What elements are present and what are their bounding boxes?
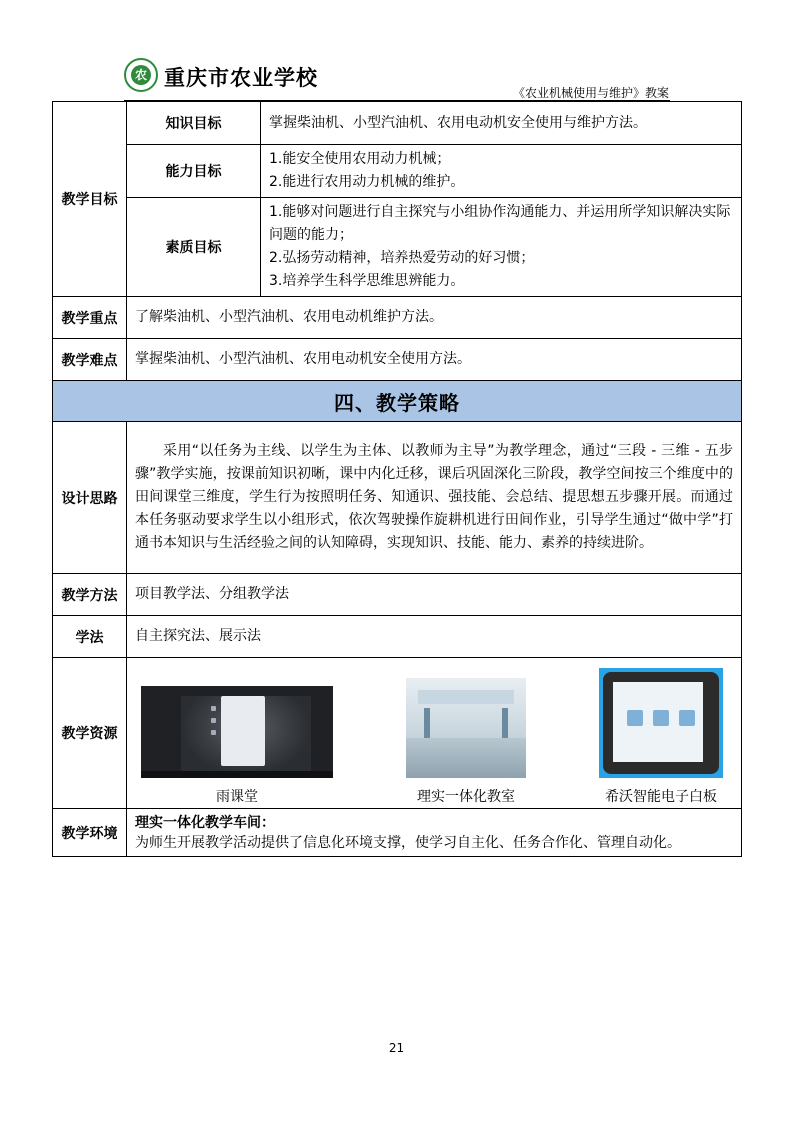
row-key-point (53, 297, 742, 339)
design-text: 采用“以任务为主线、以学生为主体、以教师为主导”为教学理念，通过“三段 - 三维 - 五步骤”教学实施，按课前知识初晰，课中内化迁移，课后巩固深化三阶段，教学空间按三个维度中的田间课堂三维度，学生行为按照明任务、知通识、强技能、会总结、提思想五步骤开展。而通过本任务驱动要求学生以小组形式，依次驾驶操作旋耕机进行田间作业，引导学生通过“做中学”打通书本知识与生活经验之间的认知障碍，实现知识、技能、能力、素养的持续进阶。 (127, 422, 742, 574)
row-quality-objective (53, 198, 742, 297)
row-resources (53, 658, 742, 809)
resource-caption: 雨课堂 (216, 789, 258, 805)
objectives-label: 教学目标 (53, 102, 127, 297)
resources-cell (127, 658, 742, 809)
row-method (53, 574, 742, 616)
method-text: 项目教学法、分组教学法 (127, 574, 742, 616)
key-point-label: 教学重点 (53, 297, 127, 339)
section-title: 四、教学策略 (53, 381, 742, 422)
school-name: 重庆市农业学校 (164, 65, 318, 90)
row-difficulty (53, 339, 742, 381)
ability-line: 2.能进行农用动力机械的维护。 (269, 174, 465, 190)
lesson-plan-table (52, 101, 742, 857)
resources-label: 教学资源 (53, 658, 127, 809)
quality-line: 1.能够对问题进行自主探究与小组协作沟通能力、并运用所学知识解决实际问题的能力； (269, 204, 731, 243)
learning-text: 自主探究法、展示法 (127, 616, 742, 658)
knowledge-objective-text: 掌握柴油机、小型汽油机、农用电动机安全使用与维护方法。 (261, 102, 742, 145)
row-design (53, 422, 742, 574)
environment-label: 教学环境 (53, 809, 127, 857)
resource-caption: 理实一体化教室 (417, 789, 515, 805)
resource-item (141, 686, 333, 806)
environment-title: 理实一体化教学车间： (135, 814, 275, 831)
ability-line: 1.能安全使用农用动力机械； (269, 151, 451, 167)
page-header (0, 0, 793, 100)
resource-item (599, 668, 723, 806)
rain-classroom-image (141, 686, 333, 778)
row-learning (53, 616, 742, 658)
difficulty-label: 教学难点 (53, 339, 127, 381)
design-label: 设计思路 (53, 422, 127, 574)
row-section-heading (53, 381, 742, 422)
resources-gallery (127, 658, 741, 808)
row-ability-objective (53, 145, 742, 198)
classroom-photo (406, 678, 526, 778)
key-point-text: 了解柴油机、小型汽油机、农用电动机维护方法。 (127, 297, 742, 339)
school-logo (124, 58, 158, 92)
ability-objective-text (261, 145, 742, 198)
course-title: 《农业机械使用与维护》教案 (512, 86, 669, 100)
row-environment (53, 809, 742, 857)
quality-objective-label: 素质目标 (127, 198, 261, 297)
smart-whiteboard-photo (599, 668, 723, 778)
resource-caption: 希沃智能电子白板 (605, 789, 717, 805)
environment-description: 为师生开展教学活动提供了信息化环境支撑，使学习自主化、任务合作化、管理自动化。 (135, 834, 681, 851)
logo-emblem: 农 (131, 65, 151, 85)
learning-label: 学法 (53, 616, 127, 658)
row-knowledge-objective (53, 102, 742, 145)
knowledge-objective-label: 知识目标 (127, 102, 261, 145)
difficulty-text: 掌握柴油机、小型汽油机、农用电动机安全使用方法。 (127, 339, 742, 381)
ability-objective-label: 能力目标 (127, 145, 261, 198)
method-label: 教学方法 (53, 574, 127, 616)
quality-objective-text (261, 198, 742, 297)
page-number: 21 (388, 1041, 405, 1055)
environment-text (127, 809, 742, 857)
quality-line: 3.培养学生科学思维思辨能力。 (269, 273, 465, 289)
resource-item (406, 678, 526, 806)
quality-line: 2.弘扬劳动精神，培养热爱劳动的好习惯； (269, 250, 535, 266)
